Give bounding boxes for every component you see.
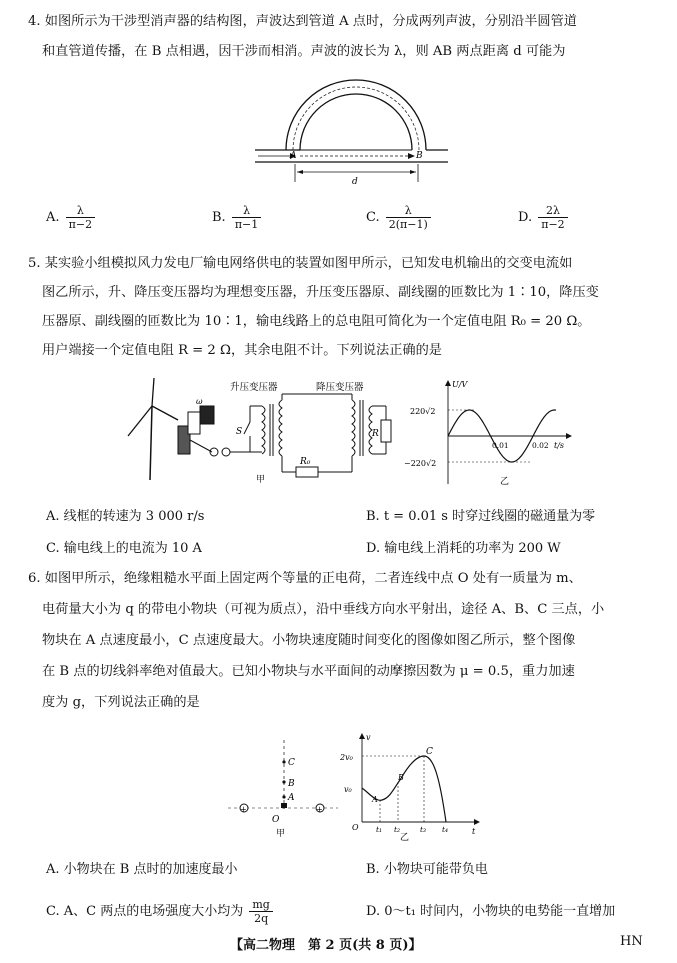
q6-graph-t2: t₂ xyxy=(394,825,401,834)
q4-option-d-den: π−2 xyxy=(541,218,565,231)
svg-text:+: + xyxy=(240,805,247,814)
q6-graph-t3: t₃ xyxy=(420,825,427,834)
q6-option-d[interactable]: D. 0～t₁ 时间内，小物块的电势能一直增加 xyxy=(366,904,616,919)
q5-transmission-circuit-figure xyxy=(120,376,400,486)
q6-graph-point-a: A xyxy=(372,795,378,804)
q4-option-d-label: D. xyxy=(518,210,533,225)
q5-graph-bottom-label: −220√2 xyxy=(404,459,437,468)
q6-option-c-den: 2q xyxy=(254,912,269,925)
page-footer: 【高二物理 第 2 页(共 8 页)】 xyxy=(230,938,422,953)
q6-graph-origin: O xyxy=(352,823,359,832)
q5-voltage-graph xyxy=(400,376,580,488)
q6-graph-point-c: C xyxy=(426,747,433,757)
q6-option-a[interactable]: A. 小物块在 B 点时的加速度最小 xyxy=(46,862,238,877)
q6-option-c-num: mg xyxy=(249,898,272,912)
q4-option-c-num: λ xyxy=(386,204,431,218)
q5-option-a[interactable]: A. 线框的转速为 3 000 r/s xyxy=(46,509,205,524)
q6-option-c[interactable] xyxy=(46,898,273,925)
footer-code: HN xyxy=(620,934,643,949)
q5-r0-label: R₀ xyxy=(300,457,311,467)
q6-graph-2v0: 2v₀ xyxy=(340,753,353,762)
q6-text-line3: 物块在 A 点速度最小，C 点速度最大。小物块速度随时间变化的图像如图乙所示，整个图像 xyxy=(42,633,576,648)
q5-switch-label: S xyxy=(236,427,243,437)
q5-text-line4: 用户端接一个定值电阻 R = 2 Ω，其余电阻不计。下列说法正确的是 xyxy=(42,343,442,358)
q5-graph-top-label: 220√2 xyxy=(410,407,436,416)
q6-charges-figure xyxy=(228,730,338,842)
q6-velocity-graph xyxy=(336,730,486,842)
q4-option-b-den: π−1 xyxy=(234,218,259,231)
q4-option-a-num: λ xyxy=(66,204,95,218)
q4-label-d: d xyxy=(352,177,358,187)
q4-option-d[interactable] xyxy=(518,204,568,231)
q6-graph-t-axis: t xyxy=(472,827,476,836)
q4-option-a[interactable] xyxy=(46,204,95,231)
q4-option-a-label: A. xyxy=(46,210,60,225)
q4-option-c[interactable] xyxy=(366,204,431,231)
q6-graph-point-b: B xyxy=(398,773,404,782)
q5-text-line2: 图乙所示，升、降压变压器均为理想变压器，升压变压器原、副线圈的匝数比为 1∶10，降压变 xyxy=(42,285,599,300)
q4-text-line2: 和直管道传播，在 B 点相遇，因干涉而相消。声波的波长为 λ，则 AB 两点距离 d 可能为 xyxy=(42,44,566,59)
q5-text-line1: 5. 某实验小组模拟风力发电厂输电网络供电的装置如图甲所示，已知发电机输出的交变电流如 xyxy=(28,256,573,271)
q6-text-line5: 度为 g，下列说法正确的是 xyxy=(42,695,200,710)
q6-option-c-text: C. A、C 两点的电场强度大小均为 xyxy=(46,904,244,919)
q5-fig-yi-caption: 乙 xyxy=(500,477,510,487)
q5-option-d[interactable]: D. 输电线上消耗的功率为 200 W xyxy=(366,541,561,556)
q6-graph-t1: t₁ xyxy=(376,825,383,834)
q5-graph-ylabel: U/V xyxy=(452,380,468,389)
q4-option-b-label: B. xyxy=(212,210,226,225)
q5-graph-t1: 0.01 xyxy=(492,441,509,450)
q6-graph-v-axis: v xyxy=(366,733,371,742)
q4-muffler-figure xyxy=(250,78,450,188)
q6-text-line2: 电荷量大小为 q 的带电小物块（可视为质点），沿中垂线方向水平射出，途径 A、B、C 三点，小 xyxy=(42,602,605,617)
q4-label-a: A xyxy=(290,151,297,161)
q6-graph-t4: t₄ xyxy=(442,825,449,834)
q5-text-line3: 压器原、副线圈的匝数比为 10∶1，输电线路上的总电阻可简化为一个定值电阻 R₀ = 20 Ω。 xyxy=(42,314,591,329)
q4-option-a-den: π−2 xyxy=(68,218,93,231)
q5-step-up-label: 升压变压器 xyxy=(230,382,278,393)
q5-graph-xlabel: t/s xyxy=(554,441,565,450)
q5-graph-t2: 0.02 xyxy=(532,441,549,450)
q4-option-c-label: C. xyxy=(366,210,380,225)
q6-text-line1: 6. 如图甲所示，绝缘粗糙水平面上固定两个等量的正电荷，二者连线中点 O 处有一质量为 m、 xyxy=(28,571,582,586)
q4-label-b: B xyxy=(416,151,423,161)
q4-option-d-num: 2λ xyxy=(538,204,567,218)
svg-text:+: + xyxy=(316,805,323,814)
q6-fig-yi-caption: 乙 xyxy=(400,833,410,842)
svg-text:ω: ω xyxy=(196,397,203,406)
q5-step-down-label: 降压变压器 xyxy=(316,382,364,393)
q6-fig-jia-caption: 甲 xyxy=(276,829,286,839)
q6-text-line4: 在 B 点的切线斜率绝对值最大。已知小物块与水平面间的动摩擦因数为 μ = 0.5，重力加速 xyxy=(42,664,575,679)
q6-point-b: B xyxy=(288,779,295,789)
q5-fig-jia-caption: 甲 xyxy=(256,475,266,485)
q6-point-c: C xyxy=(288,758,295,768)
q6-point-o: O xyxy=(272,815,280,825)
q4-text-line1: 4. 如图所示为干涉型消声器的结构图，声波达到管道 A 点时，分成两列声波，分别沿半圆管道 xyxy=(28,14,577,29)
q5-option-b[interactable]: B. t = 0.01 s 时穿过线圈的磁通量为零 xyxy=(366,509,596,524)
q4-option-b[interactable] xyxy=(212,204,261,231)
q6-option-b[interactable]: B. 小物块可能带负电 xyxy=(366,862,488,877)
q4-option-b-num: λ xyxy=(232,204,261,218)
q4-option-c-den: 2(π−1) xyxy=(388,218,428,231)
q6-point-a: A xyxy=(288,793,295,803)
q6-graph-v0: v₀ xyxy=(344,785,352,794)
q5-option-c[interactable]: C. 输电线上的电流为 10 A xyxy=(46,541,202,556)
q5-r-label: R xyxy=(372,429,379,439)
